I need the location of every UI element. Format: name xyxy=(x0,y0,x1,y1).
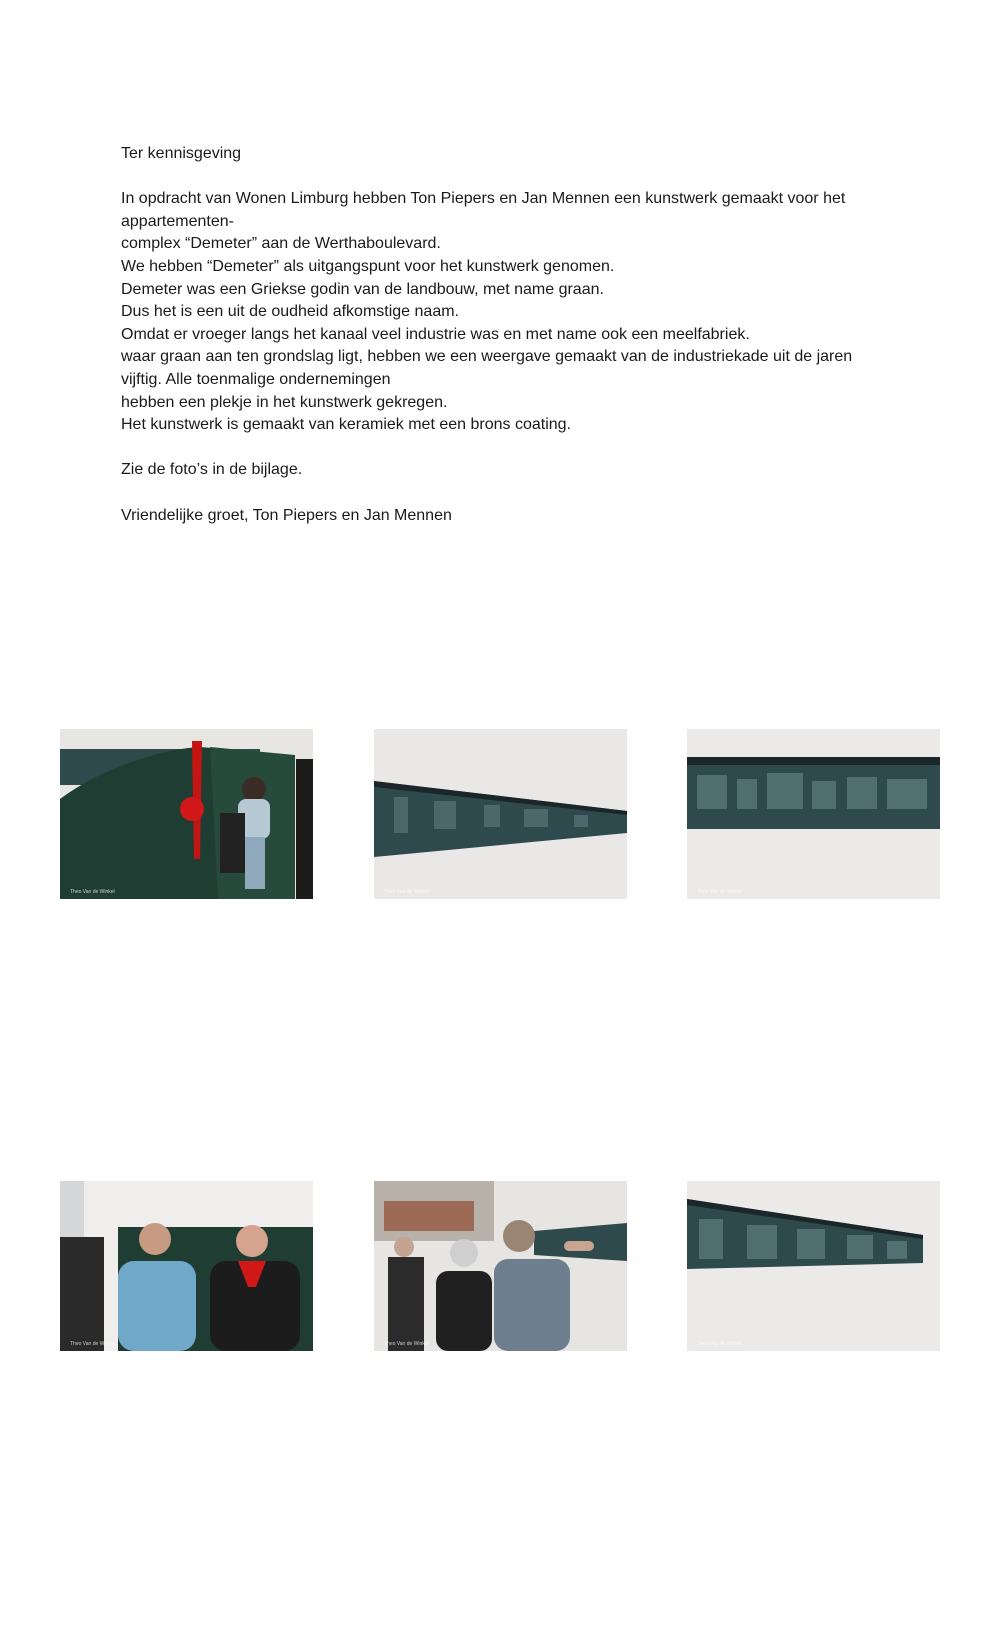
letter-line: In opdracht van Wonen Limburg hebben Ton Piepers en Jan Mennen een kunstwerk gemaakt voor het appartementen- xyxy=(121,190,846,230)
photo-credit: Theo Van de Winkel xyxy=(697,1341,742,1347)
letter-line: Omdat er vroeger langs het kanaal veel industrie was en met name ook een meelfabriek. xyxy=(121,325,750,343)
letter-line: waar graan aan ten grondslag ligt, hebben we een weergave gemaakt van de industriekade uit de jaren vijftig. Alle toenmalige ondernemingen xyxy=(121,348,853,388)
letter-line: Demeter was een Griekse godin van de landbouw, met name graan. xyxy=(121,280,604,298)
photo-credit: Theo Van de Winkel xyxy=(384,889,429,895)
photo-relief-angled xyxy=(687,1181,940,1351)
photo-credit: Theo Van de Winkel xyxy=(70,1341,115,1347)
photo-relief-front xyxy=(687,729,940,899)
photo-relief-perspective xyxy=(374,729,627,899)
photo-unveiling xyxy=(60,729,313,899)
photo-artists xyxy=(60,1181,313,1351)
letter-line: complex “Demeter” aan de Werthaboulevard. xyxy=(121,235,441,253)
photo-credit: Theo Van de Winkel xyxy=(70,889,115,895)
letter-line: hebben een plekje in het kunstwerk gekregen. xyxy=(121,393,448,411)
photo-credit: Theo Van de Winkel xyxy=(384,1341,429,1347)
photo-credit: Theo Van de Winkel xyxy=(697,889,742,895)
attachment-note: Zie de foto’s in de bijlage. xyxy=(121,461,303,479)
letter-heading: Ter kennisgeving xyxy=(121,145,242,162)
photo-visitors xyxy=(374,1181,627,1351)
letter-body xyxy=(121,143,881,527)
letter-line: We hebben “Demeter” als uitgangspunt voor het kunstwerk genomen. xyxy=(121,257,615,275)
letter-line: Dus het is een uit de oudheid afkomstige naam. xyxy=(121,303,459,321)
letter-line: Het kunstwerk is gemaakt van keramiek met een brons coating. xyxy=(121,416,571,434)
letter-closing: Vriendelijke groet, Ton Piepers en Jan Mennen xyxy=(121,506,452,524)
